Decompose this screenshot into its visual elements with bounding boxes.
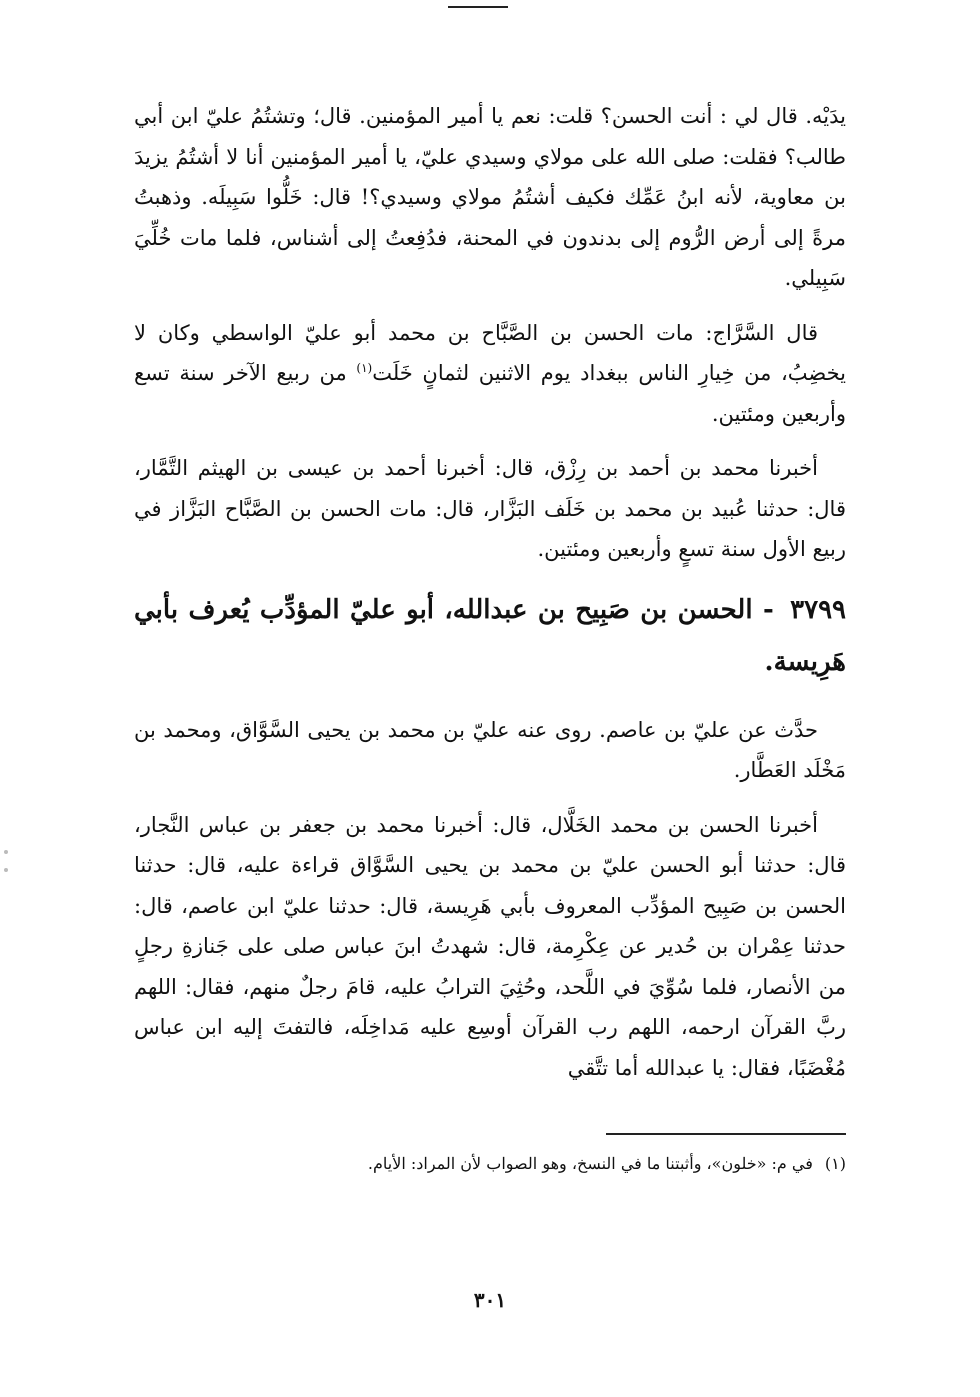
footnote-separator [606, 1133, 846, 1135]
paragraph-1: يدَيْه. قال لي : أنت الحسن؟ قلت: نعم يا أمير المؤمنين. قال؛ وتشتُمُ عليّ ابن أبي طالب؟ فقلت: صلى الله على مولاي وسيدي عليّ، يا أمير المؤمنين أنا لا أشتُمُ يزيدَ بن معاوية، لأنه ابنُ عَمِّك فكيف أشتُمُ مولاي وسيدي؟! قال: خَلُّوا سَبِيلَه. وذهبتُ مرةً إلى أرض الرُّوم إلى بدندون في المحنة، فدُفِعتُ إلى أشناس، فلما مات خُلِّيَ سَبِيلي. [134, 104, 846, 290]
page-number: ٣٠١ [473, 1288, 507, 1312]
top-rule [448, 6, 508, 8]
paragraph-2 [134, 313, 846, 435]
scan-speck [4, 868, 8, 872]
entry-heading [134, 584, 846, 688]
paragraph-2-text-a: قال السَّرَّاج: مات الحسن بن الصَّبَّاح بن محمد أبو عليّ الواسطي وكان لا يخضِبُ، من خِيارِ الناس ببغداد يوم الاثنين لثمانٍ خَلَت [134, 320, 847, 385]
footnote-number: (١) [824, 1154, 846, 1173]
paragraph-4: حدَّث عن عليّ بن عاصم. روى عنه عليّ بن محمد بن يحيى السَّوَّاق، ومحمد بن مَخْلَد العَطَّار. [134, 717, 846, 782]
paragraph-3: أخبرنا محمد بن أحمد بن رِزْق، قال: أخبرنا أحمد بن عيسى بن الهيثم التَّمَّار، قال: حدثنا عُبيد بن محمد بن خَلَف البَزَّار، قال: مات الحسن بن الصَّبَّاح البَزَّاز في ربيع الأول سنة تسعٍ وأربعين ومئتين. [134, 456, 846, 561]
page-body [134, 96, 846, 1102]
paragraph-2-text-b: من ربيع الآخر سنة تسع وأربعين ومئتين. [134, 361, 846, 426]
footnote-reference[interactable]: (١) [356, 361, 373, 375]
entry-number: ٣٧٩٩ [790, 594, 846, 625]
scan-speck [4, 850, 8, 854]
entry-title: - الحسن بن صَبِيح بن عبدالله، أبو عليّ المؤدِّب يُعرف بأبي هَرِيسة. [134, 594, 846, 677]
footnote [134, 1150, 846, 1178]
footnote-text: في م: «خلون»، وأثبتنا ما في النسخ، وهو الصواب لأن المراد: الأيام. [367, 1154, 813, 1173]
paragraph-5: أخبرنا الحسن بن محمد الخَلَّال، قال: أخبرنا محمد بن جعفر بن عباس النَّجار، قال: حدثنا أبو الحسن عليّ بن محمد بن يحيى السَّوَّاق قراءة عليه، قال: حدثنا الحسن بن صَبِيح المؤدِّب المعروف بأبي هَرِيسة، قال: حدثنا عليّ ابن عاصم، قال: حدثنا عِمْران بن حُدير عن عِكْرِمة، قال: شهدتُ ابنَ عباس صلى على جَنازةِ رجلٍ من الأنصار، فلما سُوِّيَ في اللَّحد، وحُثِيَ الترابُ عليه، قامَ رجلٌ منهم، فقال: اللهم ربَّ القرآن ارحمه، اللهم رب القرآن أوسِع عليه مَداخِلَه، فالتفتَ إليه ابن عباس مُغْضَبًا، فقال: يا عبدالله أما تتَّقي [134, 812, 846, 1080]
